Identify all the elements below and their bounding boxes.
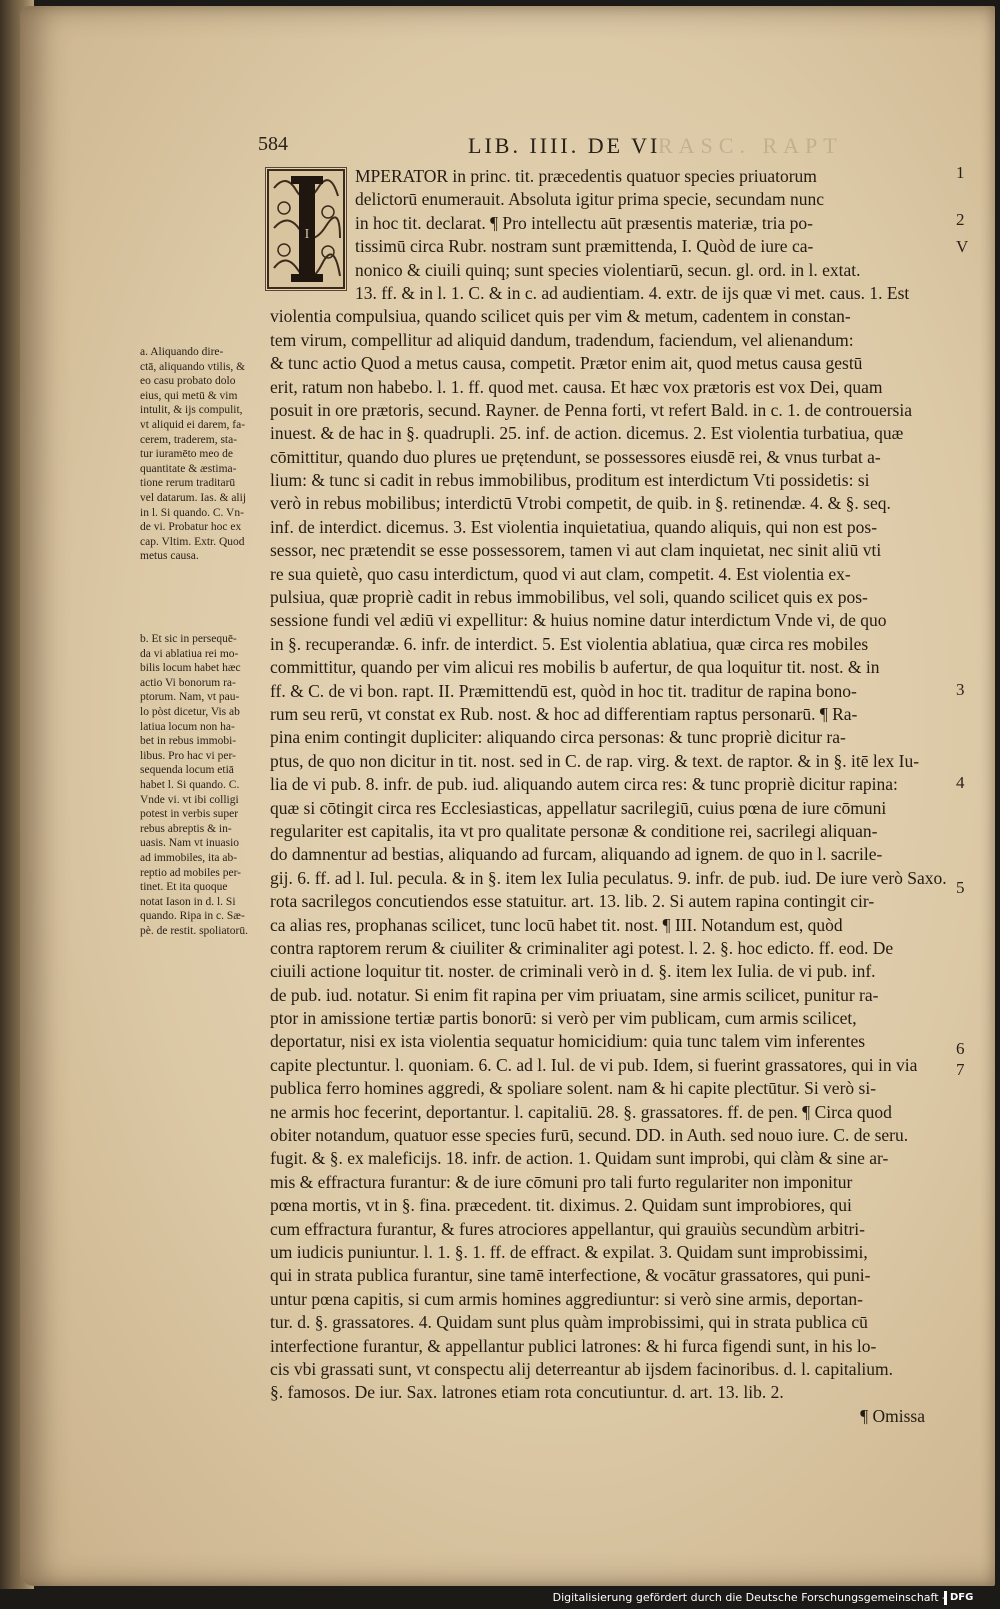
text-line: um iudicis puniuntur. l. 1. §. 1. ff. de effract. & expilat. 3. Quidam sunt improbissimi,: [270, 1241, 868, 1262]
text-line: lo pòst dicetur, Vis ab: [140, 705, 240, 718]
text-line: ca alias res, prophanas scilicet, tunc locū habet tit. nost. ¶ III. Notandum est, quòd: [270, 914, 843, 935]
text-line: potest in verbis super: [140, 808, 239, 821]
text-line: ff. & C. de vi bon. rapt. II. Præmittendū est, quòd in hoc tit. traditur de rapina bono-: [270, 680, 857, 701]
text-line: quantitate & æstima-: [140, 462, 237, 475]
text-line: inf. de interdict. dicemus. 3. Est violentia inquietatiua, quando aliquis, qui non est pos-: [270, 516, 878, 537]
text-line: MPERATOR in princ. tit. præcedentis quatuor species priuatorum: [355, 166, 817, 186]
marginal-gloss-a: [140, 345, 268, 564]
text-line: eo casu probato dolo: [140, 375, 236, 388]
text-line: pœna mortis, vt in §. fina. præcedent. tit. diximus. 2. Quidam sunt improbiores, qui: [270, 1195, 852, 1216]
text-line: ne armis hoc fecerint, deportantur. l. capitaliū. 28. §. grassatores. ff. de pen. ¶ Circa quod: [270, 1101, 892, 1122]
text-line: metus causa.: [140, 550, 199, 563]
text-line: lium: & tunc si cadit in rebus immobilibus, proditum est interdictum Vti possidetis: si: [270, 470, 870, 491]
text-line: erit, ratum non habebo. l. 1. ff. quod met. causa. Et hæc vox prætoris est vox Dei, quam: [270, 376, 883, 397]
page-number: 584: [258, 133, 288, 155]
text-line: gij. 6. ff. ad l. Iul. pecula. & in §. item lex Iulia peculatus. 9. infr. de pub. iud. De iure verò Saxo.: [270, 867, 947, 888]
text-line: pina enim contingit dupliciter: aliquando circa personas: & tunc propriè dicitur ra-: [270, 727, 846, 748]
text-line: cōmittitur, quando duo plures ue prętendunt, se possessores eiusdē rei, & vnus turbat a-: [270, 446, 881, 467]
text-line: §. famosos. De iur. Sax. latrones etiam rota concutiuntur. d. art. 13. lib. 2.: [270, 1382, 784, 1403]
text-line: obiter notandum, quatuor esse species furū, secund. DD. in Auth. sed nouo iure. C. de seru.: [270, 1125, 909, 1146]
text-line: tem virum, compellitur ad aliquid dandum, tradendum, faciendum, vel alienandum:: [270, 329, 854, 350]
text-line: ptorum. Nam, vt pau-: [140, 691, 240, 704]
margin-number: 3: [956, 680, 965, 699]
bleed-through-text: RASC. RAPT: [658, 133, 843, 158]
margin-number: V: [956, 237, 969, 256]
text-line: actio Vi bonorum ra-: [140, 676, 236, 689]
text-line: ctā, aliquando vtilis, &: [140, 360, 246, 373]
text-line: tur. d. §. grassatores. 4. Quidam sunt plus quàm improbissimi, qui in strata publica cū: [270, 1312, 868, 1333]
text-line: violentia compulsiua, quando scilicet quis per vim & metum, cadentem in constan-: [270, 306, 851, 327]
text-line: & tunc actio Quod a metus causa, competit. Prætor enim ait, quod metus causa gestū: [270, 353, 863, 374]
text-line: tione rerum traditarū: [140, 477, 236, 490]
text-line: vt aliquid ei darem, fa-: [140, 418, 246, 431]
text-line: habet l. Si quando. C.: [140, 778, 240, 791]
text-line: sessione fundi vel ædiū vi expellitur: & huius nomine datur interdictum Vnde vi, de quo: [270, 610, 887, 631]
text-line: committitur, quando per vim alicui res mobilis b aufertur, de qua loquitur tit. nost. & in: [270, 657, 880, 678]
text-line: interfectione furantur, & appellantur publici latrones: & hi furca figendi sunt, in his lo-: [270, 1335, 877, 1356]
text-line: b. Et sic in persequē-: [140, 633, 237, 645]
marginal-gloss-b: [140, 632, 268, 938]
text-line: quæ si cōtingit circa res Ecclesiasticas, appellatur sacrilegiū, cuius pœna de iure cōmuni: [270, 797, 887, 818]
text-line: bilis locum habet hæc: [140, 662, 241, 675]
text-line: nonico & ciuili quinq; sunt species violentiarū, secun. gl. ord. in l. extat.: [355, 259, 861, 280]
svg-text:I: I: [304, 227, 310, 242]
text-line: cap. Vltim. Extr. Quod: [140, 535, 245, 548]
text-line: mis & effractura furantur: & de iure cōmuni pro tali furto regulariter non imponitur: [270, 1171, 853, 1192]
text-line: lia de vi pub. 8. infr. de pub. iud. aliquando autem circa res: & tunc propriè dicitur rapina:: [270, 774, 898, 795]
text-line: Vnde vi. vt ibi colligi: [140, 793, 239, 806]
text-line: rota sacrilegos concutiendos esse statuitur. art. 13. lib. 2. Si autem rapina contingit cir-: [270, 891, 875, 912]
text-line: ¶ Omissa: [860, 1405, 925, 1426]
page-header: [258, 133, 978, 163]
text-line: tissimū circa Rubr. nostram sunt præmittenda, I. Quòd de iure ca-: [355, 236, 814, 257]
text-line: sequenda locum etiā: [140, 764, 234, 777]
text-line: qui in strata publica furantur, sine tamē interfectione, & vocātur grassatores, qui puni-: [270, 1265, 871, 1286]
text-line: pulsiua, quæ propriè cadit in rebus immobilibus, vel soli, quando scilicet quis ex pos-: [270, 587, 868, 608]
text-line: ad immobiles, ita ab-: [140, 851, 238, 864]
text-line: in l. Si quando. C. Vn-: [140, 506, 244, 519]
text-line: in hoc tit. declarat. ¶ Pro intellectu aūt præsentis materiæ, tria po-: [355, 212, 813, 233]
text-line: latiua locum non ha-: [140, 720, 235, 733]
text-line: sessor, nec prætendit se esse possessorem, tamen vi aut clam inquietat, nec sinit aliū vti: [270, 540, 882, 561]
footer-credit: Digitalisierung gefördert durch die Deutsche Forschungsgemeinschaft -: [552, 1591, 946, 1604]
text-line: ptus, de quo non dicitur in tit. nost. sed in C. de rap. virg. & text. de raptor. & in §. itē lex Iu-: [270, 750, 920, 771]
text-line: quando. Ripa in c. Sæ-: [140, 910, 245, 923]
text-line: cerem, traderem, sta-: [140, 433, 238, 446]
text-line: uasis. Nam vt inuasio: [140, 837, 240, 850]
text-line: tinet. Et ita quoque: [140, 881, 228, 894]
text-line: regulariter est capitalis, ita vt pro qualitate personæ & conditione rei, sacrilegi aliquan-: [270, 820, 878, 841]
text-line: ptor in amissione tertiæ partis bonorū: si verò per vim publicam, cum armis scilicet,: [270, 1008, 857, 1029]
margin-number: 5: [956, 878, 965, 897]
dfg-logo: DFG: [944, 1591, 994, 1605]
text-line: notat Iason in d. l. Si: [140, 895, 236, 908]
text-line: untur pœna capitis, si cum armis homines aggrediuntur: si verò sine armis, deportan-: [270, 1288, 863, 1309]
text-line: de vi. Probatur hoc ex: [140, 521, 242, 534]
margin-number: 7: [956, 1060, 965, 1079]
text-line: bet in rebus immobi-: [140, 735, 237, 748]
text-line: libus. Pro hac vi per-: [140, 749, 236, 762]
text-line: vel datarum. Ias. & alij: [140, 491, 247, 504]
text-line: rum seu rerū, vt constat ex Rub. nost. & hoc ad differentiam raptus personarū. ¶ Ra-: [270, 703, 858, 724]
text-line: a. Aliquando dire-: [140, 346, 224, 358]
text-line: ciuili actione loquitur tit. noster. de criminali verò in d. §. item lex Iulia. de vi pub. inf.: [270, 961, 876, 982]
text-line: cis vbi grassati sunt, vt conspectu alij deterreantur ab ijsdem facinoribus. d. l. capitalium.: [270, 1358, 894, 1379]
text-line: re sua quietè, quo casu interdictum, quod vi aut clam, competit. 4. Est violentia ex-: [270, 563, 851, 584]
text-line: publica ferro homines aggredi, & spoliare solent. nam & hi capite plectūtur. Si verò si-: [270, 1078, 877, 1099]
text-line: pè. de restit. spoliatorū.: [140, 924, 248, 937]
main-body-text: [270, 165, 975, 1428]
text-line: de pub. iud. notatur. Si enim fit rapina per vim priuatam, sine armis scilicet, punitur ra-: [270, 984, 879, 1005]
text-line: 13. ff. & in l. 1. C. & in c. ad audientiam. 4. extr. de ijs quæ vi met. caus. 1. Est: [355, 282, 910, 303]
margin-number: 2: [956, 210, 965, 229]
text-line: posuit in ore prætoris, secund. Rayner. de Penna forti, vt refert Bald. in c. 1. de controuersia: [270, 399, 912, 420]
text-line: reptio ad mobiles per-: [140, 866, 242, 879]
text-line: rebus abreptis & in-: [140, 822, 232, 835]
margin-number: 1: [956, 163, 965, 182]
text-line: cum effractura furantur, & fures atrociores appellantur, qui grauiùs secundùm arbitri-: [270, 1218, 865, 1239]
text-line: contra raptorem rerum & ciuiliter & criminaliter agi potest. l. 2. §. hoc edicto. ff. eod. De: [270, 937, 894, 958]
text-line: capite plectuntur. l. quoniam. 6. C. ad l. Iul. de vi pub. Idem, si fuerint grassatores, qui in via: [270, 1054, 918, 1075]
text-line: intulit, & ijs compulit,: [140, 404, 243, 417]
text-line: inuest. & de hac in §. quadrupli. 25. inf. de action. dicemus. 2. Est violentia turbatiua, quæ: [270, 423, 904, 444]
text-line: tur iuramēto meo de: [140, 448, 233, 461]
text-line: eius, qui metū & vim: [140, 389, 238, 402]
text-line: verò in rebus mobilibus; interdictū Vtrobi competit, de quib. in §. retinendæ. 4. & §. seq.: [270, 493, 891, 514]
text-line: do damnentur ad bestias, aliquando ad furcam, aliquando ad ignem. de quo in l. sacrile-: [270, 844, 883, 865]
text-line: fugit. & §. ex maleficijs. 18. infr. de action. 1. Quidam sunt improbi, qui clàm & sine ar-: [270, 1148, 889, 1169]
margin-number: 6: [956, 1039, 965, 1058]
text-line: in §. recuperandæ. 6. infr. de interdict. 5. Est violentia ablatiua, quæ circa res mobiles: [270, 633, 869, 654]
text-line: delictorū enumerauit. Absoluta igitur prima specie, secundam nunc: [355, 189, 824, 210]
text-line: deportatur, nisi ex ista violentia sequatur homicidium: quia tunc talem vim inferentes: [270, 1031, 866, 1052]
text-line: da vi ablatiua rei mo-: [140, 647, 239, 660]
running-title: LIB. IIII. DE VI: [468, 133, 661, 158]
margin-number: 4: [956, 773, 965, 792]
